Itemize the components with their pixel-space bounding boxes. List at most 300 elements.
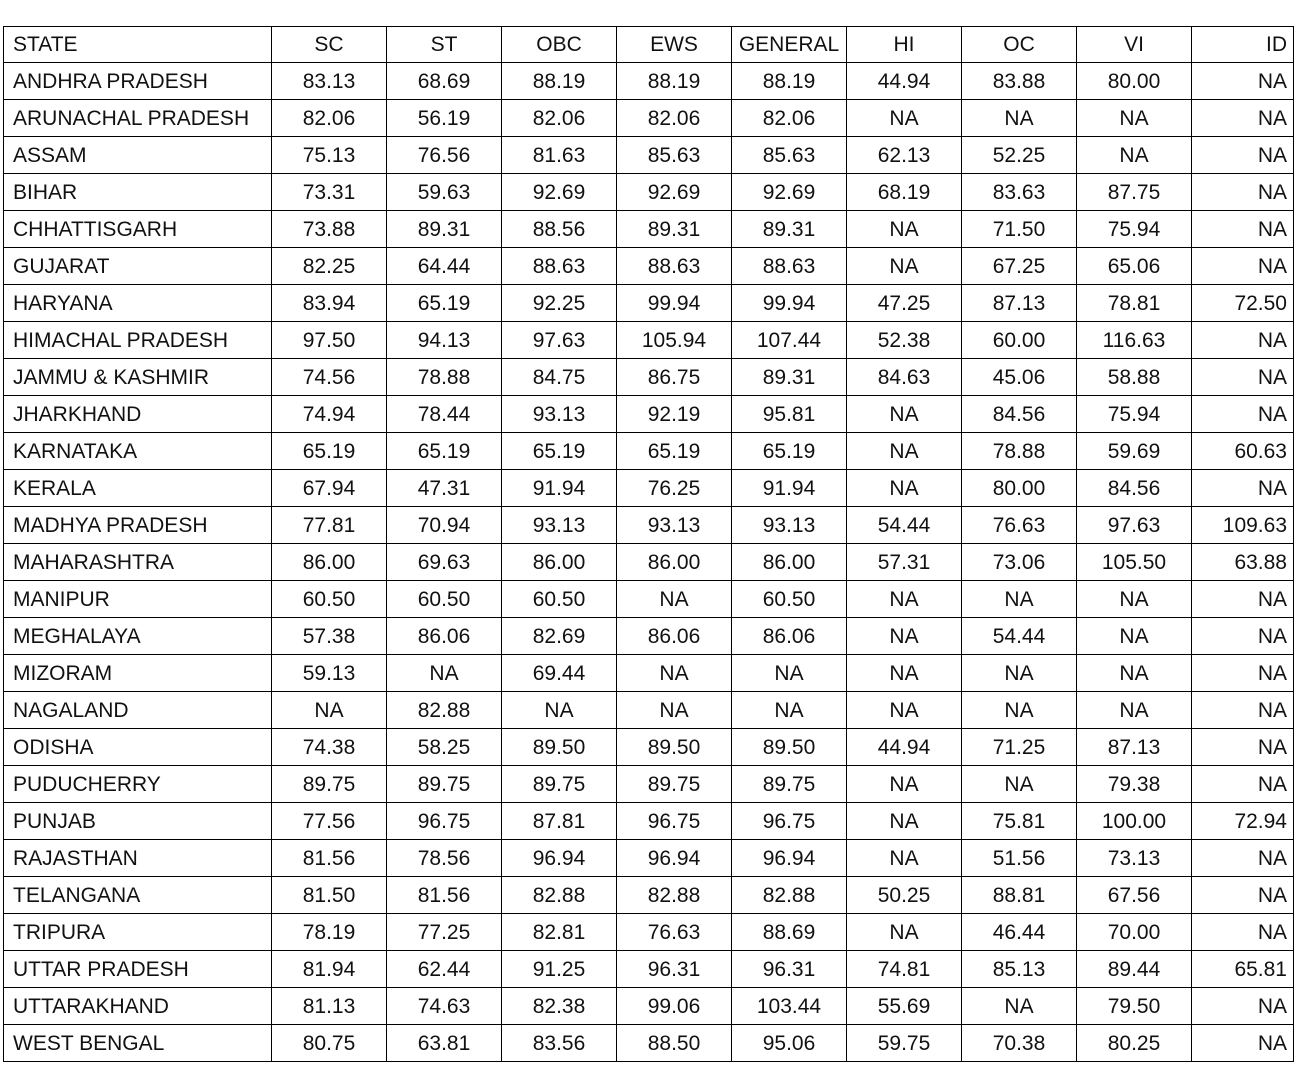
value-cell-obc: 89.50 <box>502 729 617 766</box>
value-cell-general: 99.94 <box>732 285 847 322</box>
value-cell-obc: 96.94 <box>502 840 617 877</box>
value-cell-obc: 91.25 <box>502 951 617 988</box>
value-cell-obc: 60.50 <box>502 581 617 618</box>
value-cell-hi: NA <box>847 581 962 618</box>
value-cell-oc: 83.88 <box>962 63 1077 100</box>
value-cell-id: 65.81 <box>1192 951 1294 988</box>
value-cell-id: NA <box>1192 248 1294 285</box>
value-cell-st: 47.31 <box>387 470 502 507</box>
value-cell-sc: 78.19 <box>272 914 387 951</box>
value-cell-vi: NA <box>1077 655 1192 692</box>
value-cell-general: 85.63 <box>732 137 847 174</box>
table-row <box>4 618 1294 655</box>
value-cell-id: NA <box>1192 137 1294 174</box>
state-name-cell: ANDHRA PRADESH <box>4 63 272 100</box>
table-row <box>4 470 1294 507</box>
value-cell-id: 63.88 <box>1192 544 1294 581</box>
value-cell-oc: 60.00 <box>962 322 1077 359</box>
state-name-cell: TELANGANA <box>4 877 272 914</box>
value-cell-hi: 68.19 <box>847 174 962 211</box>
state-name-cell: TRIPURA <box>4 914 272 951</box>
value-cell-ews: 85.63 <box>617 137 732 174</box>
value-cell-st: 86.06 <box>387 618 502 655</box>
value-cell-hi: NA <box>847 655 962 692</box>
table-row <box>4 433 1294 470</box>
value-cell-oc: NA <box>962 581 1077 618</box>
value-cell-obc: 91.94 <box>502 470 617 507</box>
value-cell-general: 88.63 <box>732 248 847 285</box>
value-cell-vi: 89.44 <box>1077 951 1192 988</box>
value-cell-hi: NA <box>847 248 962 285</box>
value-cell-id: NA <box>1192 174 1294 211</box>
value-cell-sc: 65.19 <box>272 433 387 470</box>
value-cell-sc: 81.94 <box>272 951 387 988</box>
value-cell-general: NA <box>732 655 847 692</box>
value-cell-ews: 86.00 <box>617 544 732 581</box>
value-cell-hi: 84.63 <box>847 359 962 396</box>
value-cell-st: 59.63 <box>387 174 502 211</box>
value-cell-vi: 70.00 <box>1077 914 1192 951</box>
value-cell-sc: 77.56 <box>272 803 387 840</box>
value-cell-st: 82.88 <box>387 692 502 729</box>
state-name-cell: JAMMU & KASHMIR <box>4 359 272 396</box>
column-header-ews: EWS <box>617 27 732 63</box>
value-cell-general: 89.75 <box>732 766 847 803</box>
value-cell-oc: 71.50 <box>962 211 1077 248</box>
value-cell-st: 64.44 <box>387 248 502 285</box>
table-row <box>4 692 1294 729</box>
table-row <box>4 803 1294 840</box>
value-cell-general: 91.94 <box>732 470 847 507</box>
value-cell-oc: NA <box>962 655 1077 692</box>
value-cell-general: 86.00 <box>732 544 847 581</box>
table-row <box>4 211 1294 248</box>
value-cell-obc: 82.88 <box>502 877 617 914</box>
table-row <box>4 285 1294 322</box>
value-cell-vi: 79.38 <box>1077 766 1192 803</box>
table-row <box>4 951 1294 988</box>
value-cell-st: 78.88 <box>387 359 502 396</box>
value-cell-general: 95.06 <box>732 1025 847 1062</box>
table-row <box>4 655 1294 692</box>
state-name-cell: CHHATTISGARH <box>4 211 272 248</box>
value-cell-general: 95.81 <box>732 396 847 433</box>
value-cell-st: 89.31 <box>387 211 502 248</box>
value-cell-general: 107.44 <box>732 322 847 359</box>
table-row <box>4 877 1294 914</box>
value-cell-sc: 82.06 <box>272 100 387 137</box>
value-cell-sc: 73.31 <box>272 174 387 211</box>
state-name-cell: ODISHA <box>4 729 272 766</box>
value-cell-obc: 81.63 <box>502 137 617 174</box>
value-cell-sc: 81.56 <box>272 840 387 877</box>
column-header-general: GENERAL <box>732 27 847 63</box>
value-cell-general: 89.50 <box>732 729 847 766</box>
value-cell-id: 72.94 <box>1192 803 1294 840</box>
value-cell-id: NA <box>1192 914 1294 951</box>
value-cell-id: 72.50 <box>1192 285 1294 322</box>
value-cell-vi: 100.00 <box>1077 803 1192 840</box>
value-cell-ews: 99.06 <box>617 988 732 1025</box>
value-cell-ews: 65.19 <box>617 433 732 470</box>
value-cell-sc: 81.13 <box>272 988 387 1025</box>
table-row <box>4 63 1294 100</box>
value-cell-vi: NA <box>1077 581 1192 618</box>
value-cell-obc: 69.44 <box>502 655 617 692</box>
value-cell-ews: 89.50 <box>617 729 732 766</box>
value-cell-id: NA <box>1192 840 1294 877</box>
value-cell-hi: 44.94 <box>847 63 962 100</box>
value-cell-sc: 57.38 <box>272 618 387 655</box>
column-header-id: ID <box>1192 27 1294 63</box>
value-cell-vi: 65.06 <box>1077 248 1192 285</box>
value-cell-vi: 67.56 <box>1077 877 1192 914</box>
state-name-cell: HARYANA <box>4 285 272 322</box>
value-cell-ews: 82.06 <box>617 100 732 137</box>
value-cell-oc: 45.06 <box>962 359 1077 396</box>
value-cell-ews: 88.63 <box>617 248 732 285</box>
value-cell-sc: 80.75 <box>272 1025 387 1062</box>
value-cell-sc: NA <box>272 692 387 729</box>
value-cell-general: 103.44 <box>732 988 847 1025</box>
state-name-cell: MADHYA PRADESH <box>4 507 272 544</box>
table-row <box>4 507 1294 544</box>
value-cell-id: NA <box>1192 618 1294 655</box>
column-header-state: STATE <box>4 27 272 63</box>
table-row <box>4 322 1294 359</box>
value-cell-vi: 87.13 <box>1077 729 1192 766</box>
value-cell-oc: 51.56 <box>962 840 1077 877</box>
value-cell-obc: NA <box>502 692 617 729</box>
value-cell-sc: 77.81 <box>272 507 387 544</box>
value-cell-sc: 67.94 <box>272 470 387 507</box>
value-cell-ews: 86.06 <box>617 618 732 655</box>
value-cell-vi: NA <box>1077 618 1192 655</box>
value-cell-ews: 86.75 <box>617 359 732 396</box>
state-name-cell: HIMACHAL PRADESH <box>4 322 272 359</box>
table-row <box>4 914 1294 951</box>
value-cell-hi: 74.81 <box>847 951 962 988</box>
value-cell-ews: 82.88 <box>617 877 732 914</box>
value-cell-general: 60.50 <box>732 581 847 618</box>
value-cell-obc: 89.75 <box>502 766 617 803</box>
value-cell-obc: 65.19 <box>502 433 617 470</box>
state-name-cell: ASSAM <box>4 137 272 174</box>
value-cell-sc: 75.13 <box>272 137 387 174</box>
state-name-cell: KARNATAKA <box>4 433 272 470</box>
value-cell-oc: NA <box>962 100 1077 137</box>
value-cell-hi: 62.13 <box>847 137 962 174</box>
value-cell-hi: NA <box>847 766 962 803</box>
value-cell-obc: 82.81 <box>502 914 617 951</box>
value-cell-sc: 83.94 <box>272 285 387 322</box>
value-cell-vi: 87.75 <box>1077 174 1192 211</box>
value-cell-hi: 52.38 <box>847 322 962 359</box>
value-cell-vi: 80.25 <box>1077 1025 1192 1062</box>
value-cell-general: 92.69 <box>732 174 847 211</box>
value-cell-vi: 84.56 <box>1077 470 1192 507</box>
value-cell-hi: NA <box>847 803 962 840</box>
column-header-vi: VI <box>1077 27 1192 63</box>
state-name-cell: MIZORAM <box>4 655 272 692</box>
value-cell-oc: 70.38 <box>962 1025 1077 1062</box>
table-row <box>4 1025 1294 1062</box>
value-cell-sc: 74.56 <box>272 359 387 396</box>
value-cell-sc: 59.13 <box>272 655 387 692</box>
value-cell-st: 89.75 <box>387 766 502 803</box>
value-cell-vi: 80.00 <box>1077 63 1192 100</box>
value-cell-sc: 60.50 <box>272 581 387 618</box>
value-cell-obc: 84.75 <box>502 359 617 396</box>
value-cell-hi: 44.94 <box>847 729 962 766</box>
value-cell-general: 88.69 <box>732 914 847 951</box>
value-cell-ews: 99.94 <box>617 285 732 322</box>
table-row <box>4 359 1294 396</box>
value-cell-general: 86.06 <box>732 618 847 655</box>
value-cell-sc: 81.50 <box>272 877 387 914</box>
value-cell-oc: NA <box>962 766 1077 803</box>
value-cell-oc: 78.88 <box>962 433 1077 470</box>
value-cell-ews: 89.31 <box>617 211 732 248</box>
value-cell-id: NA <box>1192 359 1294 396</box>
value-cell-vi: 116.63 <box>1077 322 1192 359</box>
value-cell-st: 78.56 <box>387 840 502 877</box>
state-name-cell: MEGHALAYA <box>4 618 272 655</box>
value-cell-general: 65.19 <box>732 433 847 470</box>
header-row <box>4 27 1294 63</box>
value-cell-general: 96.94 <box>732 840 847 877</box>
value-cell-obc: 97.63 <box>502 322 617 359</box>
value-cell-st: 65.19 <box>387 433 502 470</box>
state-name-cell: KERALA <box>4 470 272 507</box>
value-cell-ews: 92.69 <box>617 174 732 211</box>
value-cell-ews: NA <box>617 581 732 618</box>
value-cell-ews: 93.13 <box>617 507 732 544</box>
value-cell-sc: 89.75 <box>272 766 387 803</box>
value-cell-obc: 93.13 <box>502 507 617 544</box>
value-cell-id: NA <box>1192 1025 1294 1062</box>
value-cell-ews: 89.75 <box>617 766 732 803</box>
value-cell-general: 93.13 <box>732 507 847 544</box>
value-cell-hi: NA <box>847 211 962 248</box>
value-cell-ews: 92.19 <box>617 396 732 433</box>
value-cell-vi: 59.69 <box>1077 433 1192 470</box>
column-header-hi: HI <box>847 27 962 63</box>
table-row <box>4 581 1294 618</box>
value-cell-vi: NA <box>1077 100 1192 137</box>
value-cell-ews: 96.75 <box>617 803 732 840</box>
value-cell-id: NA <box>1192 396 1294 433</box>
value-cell-general: 82.06 <box>732 100 847 137</box>
value-cell-oc: 73.06 <box>962 544 1077 581</box>
value-cell-vi: 73.13 <box>1077 840 1192 877</box>
value-cell-st: 56.19 <box>387 100 502 137</box>
value-cell-id: NA <box>1192 766 1294 803</box>
column-header-sc: SC <box>272 27 387 63</box>
table-row <box>4 137 1294 174</box>
value-cell-obc: 82.69 <box>502 618 617 655</box>
table-row <box>4 100 1294 137</box>
value-cell-oc: 88.81 <box>962 877 1077 914</box>
value-cell-oc: 71.25 <box>962 729 1077 766</box>
value-cell-id: NA <box>1192 322 1294 359</box>
value-cell-vi: 97.63 <box>1077 507 1192 544</box>
value-cell-st: 60.50 <box>387 581 502 618</box>
state-name-cell: PUNJAB <box>4 803 272 840</box>
value-cell-id: NA <box>1192 655 1294 692</box>
value-cell-hi: NA <box>847 840 962 877</box>
value-cell-obc: 93.13 <box>502 396 617 433</box>
value-cell-ews: 96.94 <box>617 840 732 877</box>
value-cell-obc: 88.63 <box>502 248 617 285</box>
value-cell-obc: 82.38 <box>502 988 617 1025</box>
value-cell-st: 76.56 <box>387 137 502 174</box>
state-name-cell: JHARKHAND <box>4 396 272 433</box>
value-cell-hi: NA <box>847 470 962 507</box>
value-cell-hi: 47.25 <box>847 285 962 322</box>
value-cell-obc: 92.25 <box>502 285 617 322</box>
table-body <box>4 63 1294 1062</box>
value-cell-id: NA <box>1192 100 1294 137</box>
table-row <box>4 840 1294 877</box>
value-cell-general: 82.88 <box>732 877 847 914</box>
value-cell-hi: 50.25 <box>847 877 962 914</box>
value-cell-st: 74.63 <box>387 988 502 1025</box>
value-cell-sc: 83.13 <box>272 63 387 100</box>
value-cell-hi: NA <box>847 914 962 951</box>
value-cell-ews: 88.50 <box>617 1025 732 1062</box>
value-cell-id: NA <box>1192 211 1294 248</box>
table-header <box>4 27 1294 63</box>
state-name-cell: PUDUCHERRY <box>4 766 272 803</box>
value-cell-vi: 75.94 <box>1077 211 1192 248</box>
value-cell-hi: 55.69 <box>847 988 962 1025</box>
value-cell-obc: 82.06 <box>502 100 617 137</box>
state-name-cell: UTTARAKHAND <box>4 988 272 1025</box>
value-cell-oc: 75.81 <box>962 803 1077 840</box>
value-cell-st: 96.75 <box>387 803 502 840</box>
value-cell-hi: NA <box>847 396 962 433</box>
value-cell-sc: 97.50 <box>272 322 387 359</box>
value-cell-st: 81.56 <box>387 877 502 914</box>
value-cell-ews: NA <box>617 692 732 729</box>
state-name-cell: WEST BENGAL <box>4 1025 272 1062</box>
value-cell-id: NA <box>1192 988 1294 1025</box>
value-cell-st: 65.19 <box>387 285 502 322</box>
value-cell-obc: 88.19 <box>502 63 617 100</box>
value-cell-oc: 80.00 <box>962 470 1077 507</box>
value-cell-vi: NA <box>1077 692 1192 729</box>
column-header-obc: OBC <box>502 27 617 63</box>
value-cell-vi: 105.50 <box>1077 544 1192 581</box>
value-cell-hi: 59.75 <box>847 1025 962 1062</box>
value-cell-hi: NA <box>847 692 962 729</box>
value-cell-general: NA <box>732 692 847 729</box>
value-cell-oc: 87.13 <box>962 285 1077 322</box>
table-row <box>4 766 1294 803</box>
value-cell-id: NA <box>1192 63 1294 100</box>
value-cell-sc: 74.94 <box>272 396 387 433</box>
value-cell-oc: 52.25 <box>962 137 1077 174</box>
state-name-cell: NAGALAND <box>4 692 272 729</box>
value-cell-hi: 54.44 <box>847 507 962 544</box>
value-cell-ews: 76.63 <box>617 914 732 951</box>
value-cell-vi: 78.81 <box>1077 285 1192 322</box>
table-row <box>4 729 1294 766</box>
value-cell-sc: 86.00 <box>272 544 387 581</box>
table-row <box>4 544 1294 581</box>
state-name-cell: GUJARAT <box>4 248 272 285</box>
value-cell-oc: NA <box>962 988 1077 1025</box>
value-cell-oc: 46.44 <box>962 914 1077 951</box>
value-cell-obc: 87.81 <box>502 803 617 840</box>
column-header-st: ST <box>387 27 502 63</box>
table-row <box>4 174 1294 211</box>
value-cell-ews: 76.25 <box>617 470 732 507</box>
value-cell-general: 96.75 <box>732 803 847 840</box>
state-name-cell: ARUNACHAL PRADESH <box>4 100 272 137</box>
value-cell-ews: NA <box>617 655 732 692</box>
value-cell-id: NA <box>1192 470 1294 507</box>
value-cell-oc: NA <box>962 692 1077 729</box>
state-name-cell: MANIPUR <box>4 581 272 618</box>
value-cell-general: 89.31 <box>732 359 847 396</box>
value-cell-oc: 76.63 <box>962 507 1077 544</box>
value-cell-id: NA <box>1192 877 1294 914</box>
value-cell-vi: 79.50 <box>1077 988 1192 1025</box>
value-cell-st: 94.13 <box>387 322 502 359</box>
value-cell-st: 78.44 <box>387 396 502 433</box>
value-cell-st: 58.25 <box>387 729 502 766</box>
value-cell-sc: 73.88 <box>272 211 387 248</box>
value-cell-vi: 58.88 <box>1077 359 1192 396</box>
value-cell-st: 68.69 <box>387 63 502 100</box>
value-cell-hi: NA <box>847 433 962 470</box>
table-row <box>4 396 1294 433</box>
value-cell-oc: 67.25 <box>962 248 1077 285</box>
value-cell-ews: 88.19 <box>617 63 732 100</box>
value-cell-st: 70.94 <box>387 507 502 544</box>
value-cell-obc: 86.00 <box>502 544 617 581</box>
value-cell-sc: 82.25 <box>272 248 387 285</box>
value-cell-general: 88.19 <box>732 63 847 100</box>
state-name-cell: BIHAR <box>4 174 272 211</box>
value-cell-hi: 57.31 <box>847 544 962 581</box>
value-cell-obc: 92.69 <box>502 174 617 211</box>
value-cell-oc: 83.63 <box>962 174 1077 211</box>
value-cell-obc: 83.56 <box>502 1025 617 1062</box>
value-cell-id: 60.63 <box>1192 433 1294 470</box>
value-cell-oc: 85.13 <box>962 951 1077 988</box>
value-cell-id: NA <box>1192 692 1294 729</box>
value-cell-general: 89.31 <box>732 211 847 248</box>
value-cell-general: 96.31 <box>732 951 847 988</box>
value-cell-hi: NA <box>847 618 962 655</box>
value-cell-vi: NA <box>1077 137 1192 174</box>
state-name-cell: MAHARASHTRA <box>4 544 272 581</box>
value-cell-ews: 105.94 <box>617 322 732 359</box>
column-header-oc: OC <box>962 27 1077 63</box>
data-table <box>3 26 1294 1062</box>
value-cell-obc: 88.56 <box>502 211 617 248</box>
value-cell-vi: 75.94 <box>1077 396 1192 433</box>
state-name-cell: UTTAR PRADESH <box>4 951 272 988</box>
value-cell-id: NA <box>1192 581 1294 618</box>
table-row <box>4 988 1294 1025</box>
value-cell-oc: 84.56 <box>962 396 1077 433</box>
table-row <box>4 248 1294 285</box>
value-cell-sc: 74.38 <box>272 729 387 766</box>
